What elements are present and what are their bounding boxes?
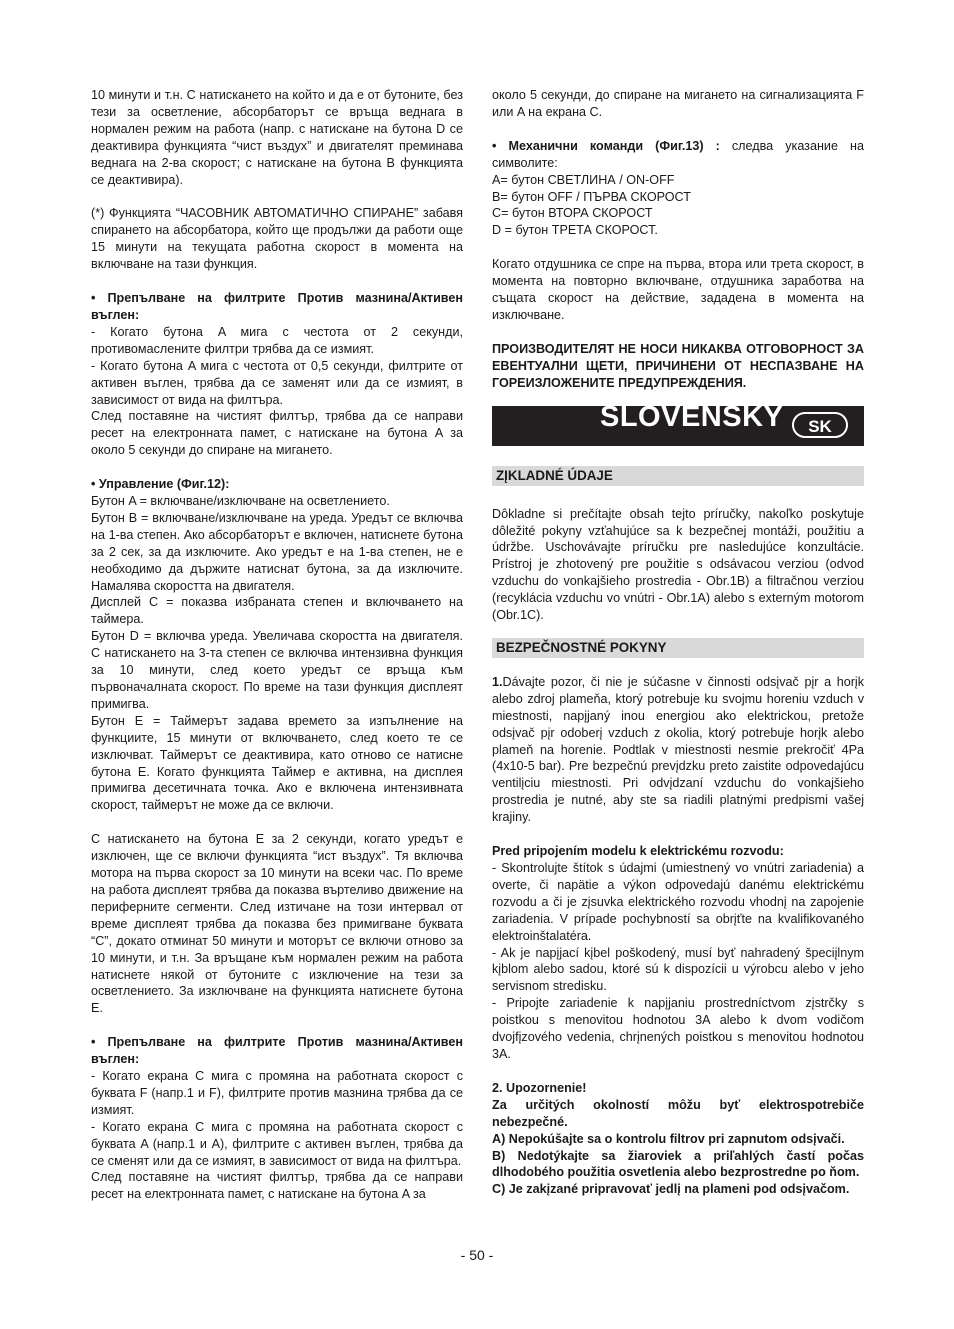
paragraph: - Когато екрана C мига с промяна на работната скорост с буквата A (напр.1 и A), филтрите с активен въглен, трябва да се сменят или да се измият, в зависимост от вида на филтъра. xyxy=(91,1119,463,1168)
warning-item: A) Nepokúšajte sa o kontrolu filtrov pri zapnutom odsįvači. xyxy=(492,1131,845,1146)
paragraph-text: Dávajte pozor, či nie je súčasne v činnosti odsįvač pįr a horįk alebo zdroj plameňa, ktorý potrebuje ku svojmu horeniu vzduch v miestnosti, napįjaný inou energiou ako elektrickou, pretože odsįvač pįr odoberį vzduch z okolia, ktorý potrebuje horįk alebo plameň na horenie. Podtlak v miestnosti nesmie prekročiť 4Pa (4x10-5 bar). Pre bezpečnú prevįdzku preto zaistite odpovedajúcu ventilįciu miestnosti. Pri odvįdzaní vzduchu do vonkajšieho prostredia je nutné, aby ste sa riadili platnými predpismi vašej krajiny. xyxy=(492,674,864,825)
paragraph: Дисплей C = показва избраната степен и включването на таймера. xyxy=(91,595,463,627)
paragraph: - Когато бутона A мига с честота от 0,5 секунди, филтрите от активен въглен, трябва да се заменят или да се измият, в зависимост от вида на филтъра. xyxy=(91,358,463,407)
list-item: A= бутон СВЕТЛИНА / ON-OFF xyxy=(492,172,675,187)
paragraph xyxy=(492,674,864,826)
subheading-rest: следва указание на символите: xyxy=(492,138,864,170)
paragraph: След поставяне на чистият филтър, трябва да се направи ресет на електронната памет, с натискане на бутона A за xyxy=(91,1170,463,1202)
item-number: 1. xyxy=(492,674,503,689)
section-heading-basic-info: ZĮKLADNÉ ÚDAJE xyxy=(492,466,864,486)
paragraph: Бутон E = Таймерът задава времето за изпълнение на функциите, 15 минути от включването, след което те се изключват. Таймерът се деактивира, като отново се натисне бутона E. Когато функцията Таймер е активна, на дисплея примигва десетичната точка. Ако е включена интензивната скорост, таймерът не може да се включи. xyxy=(91,713,463,813)
paragraph: След поставяне на чистият филтър, трябва да се направи ресет на електронната памет, с натискане на бутона A за около 5 секунди до спиране на мигането. xyxy=(91,409,463,458)
paragraph: Бутон D = включва уреда. Увеличава скоростта на двигателя. С натискането на 3-та степен се включва интензивна функция за 10 минути, след което уредът се връща към първоначалната скорост. По време на тази функция дисплеят примигва. xyxy=(91,629,463,711)
subheading: • Препълване на филтрите Против мазнина/Активен въглен: xyxy=(91,291,463,322)
subheading: 2. Upozornenie! xyxy=(492,1080,587,1095)
language-banner xyxy=(492,400,864,446)
paragraph: Бутон A = включване/изключване на осветлението. xyxy=(91,494,390,509)
subheading: • Управление (Фиг.12): xyxy=(91,477,230,492)
paragraph: около 5 секунди, до спиране на мигането на сигнализацията F или A на екрана C. xyxy=(492,88,864,119)
page-number: - 50 - xyxy=(460,1247,494,1263)
warning-text: ПРОИЗВОДИТЕЛЯТ НЕ НОСИ НИКАКВА ОТГОВОРНОСТ ЗА ЕВЕНТУАЛНИ ЩЕТИ, ПРИЧИНЕНИ ОТ НЕСПАЗВАНЕ НА ГОРЕИЗЛОЖЕНИТЕ ПРЕДУПРЕЖДЕНИЯ. xyxy=(492,341,864,390)
list-item: D = бутон ТРЕТА СКОРОСТ. xyxy=(492,223,658,238)
paragraph: (*) Функцията “ЧАСОВНИК АВТОМАТИЧНО СПИРАНЕ” забавя спирането на абсорбатора, който ще продължи да работи още 15 минути на текущата работна скорост в момента на включване на тази функция. xyxy=(91,206,463,272)
paragraph: 10 минути и т.н. С натискането на който и да е от бутоните, без тези за осветление, абсорбаторът се връща веднага в нормален режим на работа (напр. с натискане на бутона D се деактивира функцията “чист въздух” и двигателят преминава веднага на 2-ва скорост; с натискане на бутона B функцията се деактивира). xyxy=(91,88,463,187)
list-item: B= бутон OFF / ПЪРВА СКОРОСТ xyxy=(492,189,691,204)
section-heading-safety: BEZPEČNOSTNÉ POKYNY xyxy=(492,638,864,658)
paragraph: С натискането на бутона E за 2 секунди, когато уредът е изключен, ще се включи функцията “ист въздух”. Тя включва мотора на първа скорост за 10 минути на всеки час. По време на работа дисплеят трябва да показва въртеливо движение на периферните сегменти. След изтичане на този интервал от време дисплеят трябва да показва без примигване буквата “C”, докато отминат 50 минути и моторът се включи отново за 10 минути, и т.н. За връщане към нормален режим на работа натиснете някой от бутоните с изключение на тези за осветлението. За изключване на функцията натиснете бутона E. xyxy=(91,832,463,1016)
warning-text: Za určitých okolností môžu byť elektrospotrebiče nebezpečné. xyxy=(492,1097,864,1129)
right-column xyxy=(492,87,864,1198)
subheading: Pred pripojením modelu k elektrickému rozvodu: xyxy=(492,844,784,859)
paragraph: - Ak je napįjací kįbel poškodený, musí byť nahradený špeciįlnym kįblom alebo sadou, ktoré sú k dispozícii u výrobcu alebo v jeho servisnom stredisku. xyxy=(492,945,864,994)
warning-item: B) Nedotýkajte sa žiaroviek a priľahlých častí počas dlhodobého použitia osvetlenia alebo bezprostredne po ňom. xyxy=(492,1148,864,1180)
paragraph: Бутон B = включване/изключване на уреда. Уредът се включва на 1-ва степен. Ако абсорбаторът е включен, натиснете бутона за 2 сек, за да изключите. Ако уредът е на 1-ва степен, не е необходимо да държите натиснат бутона, за да изключите. Намалява скоростта на двигателя. xyxy=(91,510,463,593)
language-title: SLOVENSKY xyxy=(600,400,784,433)
subheading: • Механични команди (Фиг.13) : xyxy=(492,138,720,153)
paragraph: - Skontrolujte štítok s údajmi (umiestnený vo vnútri zariadenia) a overte, či napätie a výkon odpovedajú danému elektrickému rozvodu a či je zįsuvka elektrického rozvodu vhodnį na zapojenie zariadenia. V prípade pochybností sa obrįťte na kvalifikovaného elektroinštalatéra. xyxy=(492,861,864,943)
list-item: C= бутон ВТОРА СКОРОСТ xyxy=(492,206,653,221)
paragraph: Когато отдушника се спре на първа, втора или трета скорост, в момента на повторно включване, отдушника заработва на същата скорост на действие, зададена в момента на изключване. xyxy=(492,257,864,322)
paragraph: Dôkladne si prečítajte obsah tejto príručky, nakoľko poskytuje dôležité pokyny vzťahujúce sa k bezpečnej montáži, použitiu a údržbe. Uschovávajte príručku pre nasledujúce konzultácie. Prístroj je zhotovený pre použitie s odsávacou verziou (odvod vzduchu do vonkajšieho prostredia - Obr.1B) a filtračnou verziou (recyklácia vzduchu vo vnútri - Obr.1A) alebo s externým motorom (Obr.1C). xyxy=(492,506,864,623)
warning-item: C) Je zakįzané pripravovať jedlį na plameni pod odsįvačom. xyxy=(492,1182,850,1197)
left-column xyxy=(91,87,463,1203)
paragraph: - Pripojte zariadenie k napįjaniu prostredníctvom zįstrčky s poistkou s menovitou hodnotou 3A alebo k dvom vodičom dvojfįzového vedenia, chrįnených poistkou s menovitou hodnotou 3A. xyxy=(492,996,864,1061)
paragraph xyxy=(492,138,864,172)
paragraph: - Когато екрана C мига с промяна на работната скорост с буквата F (напр.1 и F), филтрите против мазнина трябва да се измият. xyxy=(91,1069,463,1117)
paragraph: - Когато бутона A мига с честота от 2 секунди, противомаслените филтри трябва да се измият. xyxy=(91,324,463,356)
subheading: • Препълване на филтрите Против мазнина/Активен въглен: xyxy=(91,1035,463,1067)
language-code-badge: SK xyxy=(792,412,848,438)
